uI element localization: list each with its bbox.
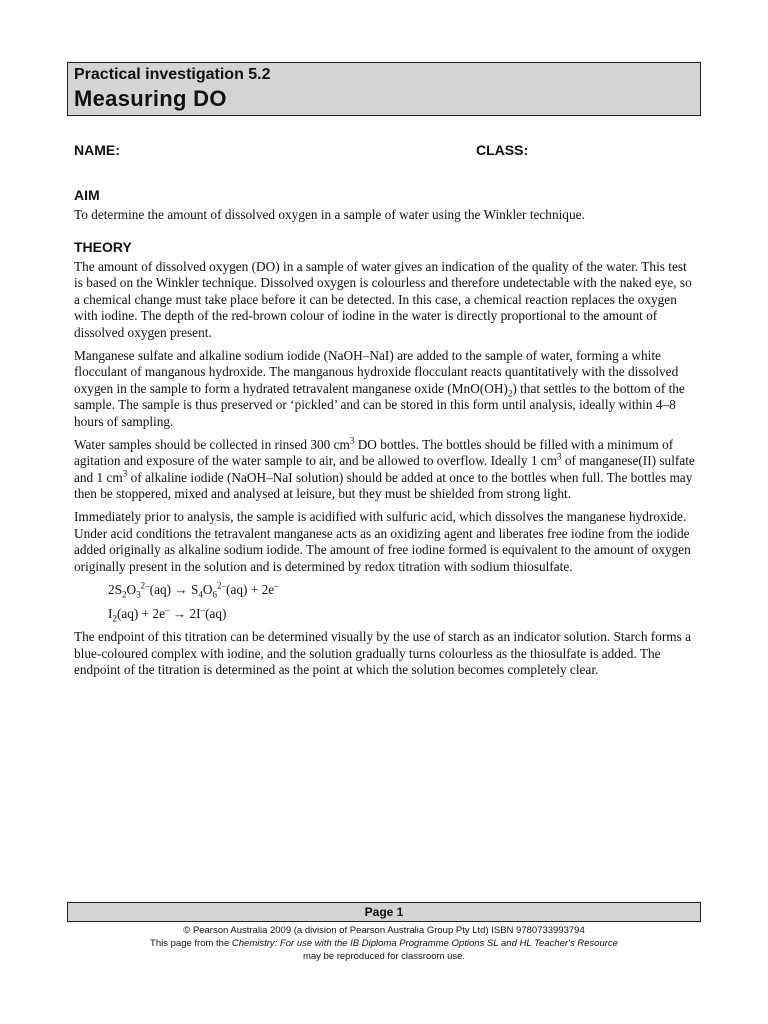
name-label: NAME:	[74, 142, 120, 158]
equation-iodine: $I_2(aq) + 2e^- \to 2I^-(aq)$	[108, 604, 227, 624]
copyright-line: © Pearson Australia 2009 (a division of Pearson Australia Group Pty Ltd) ISBN 9780733993794	[183, 925, 585, 936]
title-banner	[67, 62, 701, 116]
theory-heading: THEORY	[74, 238, 132, 255]
class-label: CLASS:	[476, 142, 529, 158]
source-title: Chemistry: For use with the IB Diploma Programme Options SL and HL Teacher's Resource	[231, 938, 618, 949]
aim-text: To determine the amount of dissolved oxygen in a sample of water using the Winkler technique.	[74, 207, 585, 222]
page-title: Measuring DO	[74, 86, 227, 111]
aim-heading: AIM	[74, 187, 100, 203]
theory-paragraph-3: Water samples should be collected in rinsed 300 $cm^3$ DO bottles. The bottles should be filled with a minimum of agitation and exposure of the water sample to air, and be allowed to overflow. Ideally 1 $cm^3$ of manganese(II) sulfate and 1 $cm^3$ of alkaline iodide (NaOH–NaI solution) should be added at once to the bottles when full. The bottles may then be stoppered, mixed and analysed at leisure, but they must be shielded from strong light.	[74, 435, 695, 502]
document-body	[74, 186, 696, 685]
page-number-bar: Page 1	[67, 902, 701, 922]
theory-paragraph-1: The amount of dissolved oxygen (DO) in a sample of water gives an indication of the quality of the water. This test is based on the Winkler technique. Dissolved oxygen is colourless and therefore undetectable with the naked eye, so a chemical change must take place before it can be detected. In this case, a chemical reaction replaces the oxygen with iodine. The depth of the red-brown colour of iodine in the water is directly proportional to the amount of dissolved oxygen present.	[74, 258, 692, 340]
theory-paragraph-4: Immediately prior to analysis, the sample is acidified with sulfuric acid, which dissolves the manganese hydroxide. Under acid conditions the tetravalent manganese acts as an oxidizing agent and liberates free iodine from the iodide added originally as alkaline sodium iodide. The amount of free iodine formed is equivalent to the amount of oxygen originally present in the solution and is determined by redox titration with sodium thiosulfate.	[74, 508, 691, 574]
source-line: This page from the Chemistry: For use with the IB Diploma Programme Options SL and HL Teacher's Resource	[150, 938, 618, 949]
theory-paragraph-5: The endpoint of this titration can be determined visually by the use of starch as an indicator solution. Starch forms a blue-coloured complex with iodine, and the solution gradually turns colourless as the thiosulfate is added. The endpoint of the titration is determined as the point at which the solution becomes completely clear.	[74, 629, 692, 678]
reproduce-line: may be reproduced for classroom use.	[302, 951, 466, 962]
theory-paragraph-2: Manganese sulfate and alkaline sodium iodide (NaOH–NaI) are added to the sample of water, forming a white flocculant of manganous hydroxide. The manganous hydroxide flocculant reacts quantitatively with the dissolved oxygen in the sample to form a hydrated tetravalent manganese oxide $(MnO(OH)_2)$ that settles to the bottom of the sample. The sample is thus preserved or ‘pickled’ and can be stored in this form until analysis, ideally within 4–8 hours of sampling.	[74, 347, 685, 429]
equation-thiosulfate: $2S_2O_3^{2-}(aq) \to S_4O_6^{2-}(aq) + 2e^-$	[108, 580, 279, 600]
footer-credits	[67, 924, 701, 963]
investigation-label: Practical investigation 5.2	[74, 66, 271, 83]
